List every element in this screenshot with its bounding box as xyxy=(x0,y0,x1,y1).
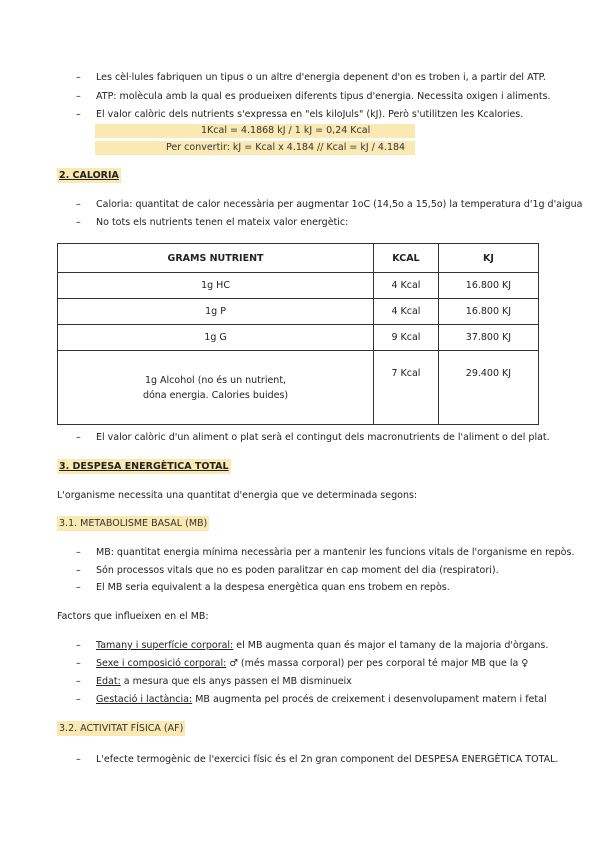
bullet-dash: – xyxy=(76,565,81,576)
factor-desc: a mesura que els anys passen el MB disminueix xyxy=(120,676,352,687)
table-row xyxy=(58,325,539,351)
table-cell: 16.800 KJ xyxy=(438,273,538,299)
section-title-despesa: 3. DESPESA ENERGÈTICA TOTAL xyxy=(59,461,229,472)
caloria-after-bullet: El valor calòric d'un aliment o plat serà el contingut dels macronutrients de l'aliment o del plat. xyxy=(96,432,550,443)
intro-bullet-2: ATP: molècula amb la qual es produeixen diferents tipus d'energia. Necessita oxigen i aliments. xyxy=(96,91,551,102)
bullet-dash: – xyxy=(76,754,81,765)
bullet-dash: – xyxy=(76,547,81,558)
bullet-dash: – xyxy=(76,432,81,443)
table-cell: 4 Kcal xyxy=(374,299,439,325)
mb-bullet-1: MB: quantitat energia mínima necessària per a mantenir les funcions vitals de l'organisme en repòs. xyxy=(96,547,575,558)
section-title-caloria: 2. CALORIA xyxy=(59,170,119,181)
bullet-dash: – xyxy=(76,582,81,593)
factor-item xyxy=(96,676,352,687)
table-cell: 1g HC xyxy=(58,273,374,299)
af-bullet-1: L'efecte termogènic de l'exercici físic és el 2n gran component del DESPESA ENERGÈTICA TOTAL. xyxy=(96,754,559,765)
factor-desc: MB augmenta pel procés de creixement i desenvolupament matern i fetal xyxy=(192,694,547,705)
bullet-dash: – xyxy=(76,676,81,687)
mb-bullet-3: El MB seria equivalent a la despesa energètica quan ens trobem en repòs. xyxy=(96,582,450,593)
table-cell: 7 Kcal xyxy=(374,351,439,425)
factor-term: Gestació i lactància: xyxy=(96,694,193,705)
factor-desc: ♂ (més massa corporal) per pes corporal té major MB que la ♀ xyxy=(226,658,529,669)
bullet-dash: – xyxy=(76,658,81,669)
conversion-line-1: 1Kcal = 4.1868 kJ / 1 kJ = 0,24 Kcal xyxy=(201,125,371,136)
table-row xyxy=(58,299,539,325)
bullet-dash: – xyxy=(76,109,81,120)
factor-item xyxy=(96,658,528,669)
factor-term: Sexe i composició corporal: xyxy=(96,658,227,669)
table-cell: 9 Kcal xyxy=(374,325,439,351)
bullet-dash: – xyxy=(76,694,81,705)
factor-term: Tamany i superfície corporal: xyxy=(96,640,234,651)
table-cell: 16.800 KJ xyxy=(438,299,538,325)
intro-bullet-1: Les cèl·lules fabriquen un tipus o un altre d'energia depenent d'on es troben i, a partir del ATP. xyxy=(96,72,546,83)
table-cell: 1g P xyxy=(58,299,374,325)
bullet-dash: – xyxy=(76,72,81,83)
factor-desc: el MB augmenta quan és major el tamany de la majoria d'òrgans. xyxy=(233,640,549,651)
bullet-dash: – xyxy=(76,199,81,210)
alcohol-label-line-1: 1g Alcohol (no és un nutrient, xyxy=(144,374,287,386)
bullet-dash: – xyxy=(76,217,81,228)
subsection-title-af: 3.2. ACTIVITAT FÍSICA (AF) xyxy=(59,723,184,734)
conversion-line-2: Per convertir: kJ = Kcal x 4.184 // Kcal = kJ / 4.184 xyxy=(166,142,406,153)
bullet-dash: – xyxy=(76,91,81,102)
nutrient-energy-table xyxy=(57,243,539,425)
table-header-row xyxy=(58,244,539,273)
bullet-dash: – xyxy=(76,640,81,651)
table-row xyxy=(58,351,539,425)
subsection-title-mb: 3.1. METABOLISME BASAL (MB) xyxy=(59,518,208,529)
mb-bullet-2: Són processos vitals que no es poden paralitzar en cap moment del dia (respiratori). xyxy=(96,565,499,576)
factors-intro: Factors que influeixen en el MB: xyxy=(57,611,209,622)
table-cell: 37.800 KJ xyxy=(438,325,538,351)
table-cell: 29.400 KJ xyxy=(438,351,538,425)
factor-item xyxy=(96,640,548,651)
despesa-intro: L'organisme necessita una quantitat d'energia que ve determinada segons: xyxy=(57,490,418,501)
table-header: GRAMS NUTRIENT xyxy=(58,244,374,273)
table-header: KJ xyxy=(438,244,538,273)
alcohol-label-line-2: dóna energia. Calories buides) xyxy=(142,389,289,401)
factor-item xyxy=(96,694,547,705)
table-row xyxy=(58,273,539,299)
caloria-bullet-1: Caloria: quantitat de calor necessària per augmentar 1oC (14,5o a 15,5o) la temperatura d'1g d'aigua xyxy=(96,199,583,210)
caloria-bullet-2: No tots els nutrients tenen el mateix valor energètic: xyxy=(96,217,349,228)
table-cell: 1g G xyxy=(58,325,374,351)
intro-bullet-3: El valor calòric dels nutrients s'expressa en "els kiloJuls" (kJ). Però s'utilitzen les Kcalories. xyxy=(96,109,524,120)
table-cell: 4 Kcal xyxy=(374,273,439,299)
factor-term: Edat: xyxy=(96,676,121,687)
table-cell xyxy=(58,351,374,425)
table-header: KCAL xyxy=(374,244,439,273)
